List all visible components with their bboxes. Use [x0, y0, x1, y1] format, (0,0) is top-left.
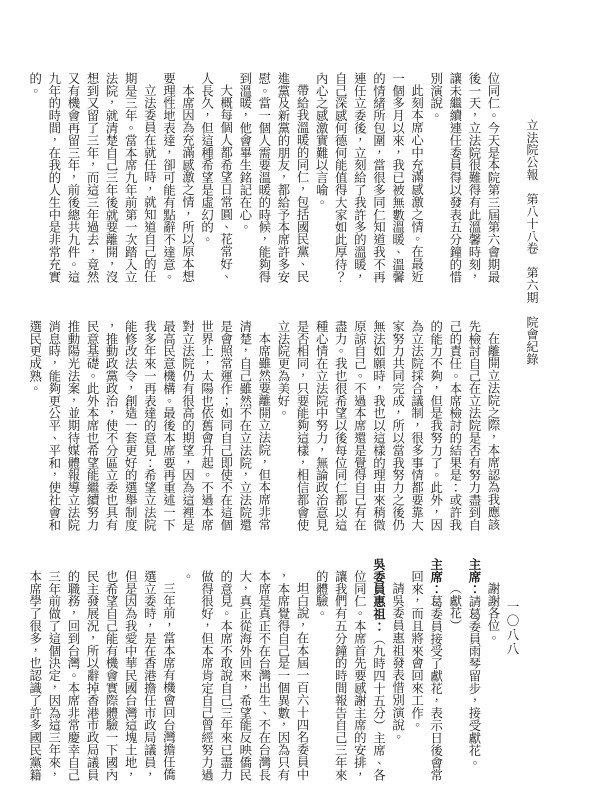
page-number: 一〇八八: [505, 600, 520, 656]
paragraph: 在離開立法院之際，本席認為我應該先檢討自己在立法院是否有努力盡到自己的責任。本席檢討的結果是：或許我的能力不夠，但是我努力了。此外，因為立法院採合議制，很多事情都要靠大家努力共同完成，所以當我努力之後仍無法如願時，我也以這樣的理由來稍微原諒自己。不過本席還是覺得自己有在盡力。我也很希望以後每位同仁都以這種心情在立法院中努力，無論政治意見是否相同，只要能夠這樣，相信都會使立法院更為美好。: [275, 320, 501, 531]
paragraph: 帶給我溫暖的同仁，包括國民黨、民進黨及新黨的朋友，都給予本席許多安慰。當一個人需要溫暖的時候，能夠得到溫暖，他會畢生銘記在心。: [237, 72, 311, 283]
speech-paragraph: 主席：葛委員接受了獻花，表示日後會常回來，而且將來會回來工作。: [409, 557, 444, 781]
speech-paragraph: 吳委員惠祖：（九時四十五分）主席、各位同仁。本席首先要感謝主席的安排，讓我們有五分鐘的時間報告自己三年來的體驗。: [314, 557, 387, 781]
paragraph: 謝謝各位。: [486, 582, 501, 645]
paragraph: 本席雖然要離開立法院，但本席非常清楚，自己雖然不在立法院，立法院還是會照常運作；如同自己即使不在這個世界上，太陽也依舊會升起。不過本席對立法院仍有很高的期望，因為這裡是最高民意機構。最後本席要再重述一下我多年來一再表達的意見：希望立法院能修改法令，創造一套更好的選舉制度，推動政黨政治，使不分區立委也具有民意基礎。此外本席也希望能繼續努力推動陽光法案，並期待媒體報導立法院消息時，能夠更公平、平和，使社會和選民更成熟。: [27, 320, 272, 531]
paragraph: 本席因為充滿感激之情，所以原本想要理性地表達，卻可能有點辭不達意。: [161, 72, 196, 283]
paragraph: 此刻本席心中充滿感激之情。在最近一個多月以來，我已被無數溫暖、溫馨的情緒所包圍，當很多同仁知道我不再連任立委後，立刻給了我許多的溫暖，自己深感何德何能值得大家如此厚待？內心之感激實難以言喻。: [314, 72, 425, 283]
register-middle: [21, 320, 503, 532]
speech-paragraph: 主席：請葛委員雨琴留步，接受獻花。: [466, 557, 482, 769]
paragraph: （獻花）: [447, 582, 463, 632]
paragraph: 大概每個人都希望日常圓、花常好、人長久，但這種希望是虛幻的。: [199, 72, 234, 283]
register-bottom: [21, 557, 503, 782]
speaker-name: 主席：: [466, 557, 482, 595]
register-top: [21, 72, 503, 284]
paragraph: 位同仁。今天是本院第三屆第六會期最後一天，立法院很難得有此溫馨時刻，讓未繼續連任委員得以發表五分鐘的惜別演說。: [428, 72, 501, 283]
speaker-name: 主席：: [428, 557, 444, 595]
speaker-name: 吳委員惠祖：: [371, 557, 387, 633]
running-header: 立法院公報 第八十八卷 第六期 院會紀錄: [525, 119, 539, 365]
paragraph: 請吳委員惠祖發表惜別演說。: [390, 582, 406, 744]
paragraph: 三年前，當本席有機會回台灣擔任僑選立委時，是在香港擔任市政局議員，但是因為我愛中華民國台灣這塊土地，也希望自己能有機會實際體驗一下國內民主發展況，所以辭掉香港市政局議員的職務，回到台灣。本席非常慶幸自己三年前做了這個決定，因為這三年來，本席學了很多，也認識了許多國民黨籍: [27, 570, 177, 781]
paragraph: 立法委員在就任時，就知道自己的任期是三年。當本席九年前第一次踏入立法院，就清楚自己三年後就要離開，沒想到又留了三年，而這三年過去，竟然又有機會再留三年，前後總共九件。這九年的時間，在我的人生中是非常充實的。: [27, 72, 158, 283]
paragraph: 坦白說，在本屆一百六十四名委員中，本席覺得自己是一個異數，因為只有本席是真正不在台灣出生、不在台灣長大，真正從海外回來，希望能反映僑民的意見。本席不敢說自己三年來已盡力做得很好，但本席肯定自己曾經努力過。: [180, 570, 311, 781]
